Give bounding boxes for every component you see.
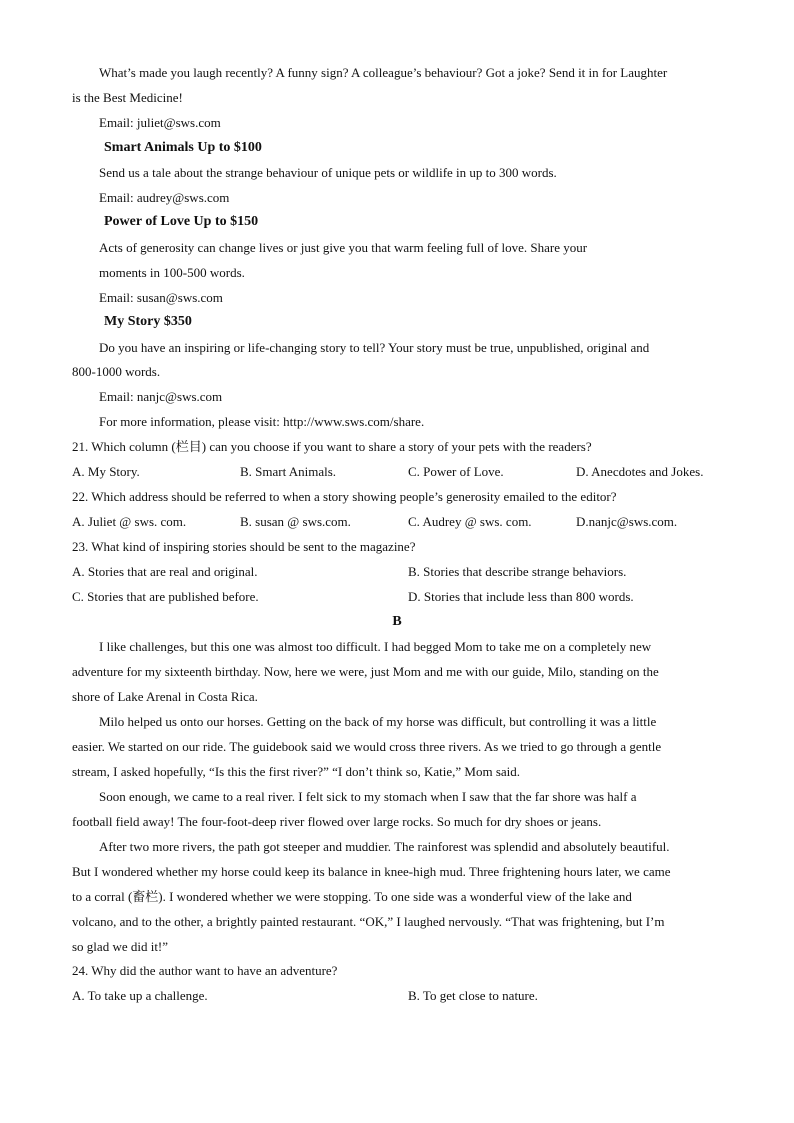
intro-line-1: What’s made you laugh recently? A funny sign? A colleague’s behaviour? Got a joke? Send it in for Laughter: [99, 65, 668, 80]
q23-option-b: B. Stories that describe strange behaviors.: [408, 564, 627, 579]
question-24: 24. Why did the author want to have an adventure?: [72, 963, 338, 978]
passage-b-p4-line-1: After two more rivers, the path got steeper and muddier. The rainforest was splendid and absolutely beautiful.: [99, 839, 670, 854]
q22-option-c: C. Audrey @ sws. com.: [408, 514, 532, 529]
passage-b-p1-line-2: adventure for my sixteenth birthday. Now, here we were, just Mom and me with our guide, Milo, standing on the: [72, 664, 659, 679]
intro-email: Email: juliet@sws.com: [99, 115, 221, 130]
q22-option-a: A. Juliet @ sws. com.: [72, 514, 187, 529]
power-of-love-text-1: Acts of generosity can change lives or just give you that warm feeling full of love. Share your: [99, 240, 588, 255]
q21-option-b: B. Smart Animals.: [240, 464, 337, 479]
passage-b-p1-line-3: shore of Lake Arenal in Costa Rica.: [72, 689, 258, 704]
power-of-love-heading: Power of Love Up to $150: [104, 214, 259, 229]
q24-option-b: B. To get close to nature.: [408, 988, 538, 1003]
passage-b-p2-line-1: Milo helped us onto our horses. Getting on the back of my horse was difficult, but controlling it was a little: [99, 714, 657, 729]
passage-b-p4-line-5: so glad we did it!”: [72, 939, 169, 954]
my-story-heading: My Story $350: [104, 314, 192, 329]
passage-b-p4-line-3: to a corral (畜栏). I wondered whether we were stopping. To one side was a wonderful view of the lake and: [72, 889, 632, 904]
q21-option-d: D. Anecdotes and Jokes.: [576, 464, 704, 479]
smart-animals-text: Send us a tale about the strange behaviour of unique pets or wildlife in up to 300 words.: [99, 165, 557, 180]
passage-b-p2-line-2: easier. We started on our ride. The guidebook said we would cross three rivers. As we tried to go through a gentle: [72, 739, 662, 754]
q23-option-d: D. Stories that include less than 800 words.: [408, 589, 634, 604]
passage-b-p3-line-2: football field away! The four-foot-deep river flowed over large rocks. So much for dry shoes or jeans.: [72, 814, 602, 829]
section-b-label: B: [392, 614, 402, 629]
q21-option-a: A. My Story.: [72, 464, 140, 479]
q21-option-c: C. Power of Love.: [408, 464, 504, 479]
intro-line-2: is the Best Medicine!: [72, 90, 183, 105]
smart-animals-email: Email: audrey@sws.com: [99, 190, 230, 205]
q23-option-c: C. Stories that are published before.: [72, 589, 259, 604]
passage-b-p4-line-4: volcano, and to the other, a brightly painted restaurant. “OK,” I laughed nervously. “That was frightening, but I’m: [72, 914, 665, 929]
my-story-email: Email: nanjc@sws.com: [99, 389, 223, 404]
smart-animals-heading: Smart Animals Up to $100: [104, 140, 262, 155]
passage-b-p2-line-3: stream, I asked hopefully, “Is this the first river?” “I don’t think so, Katie,” Mom said.: [72, 764, 521, 779]
my-story-text-2: 800-1000 words.: [72, 364, 161, 379]
more-info-line: For more information, please visit: http://www.sws.com/share.: [99, 414, 425, 429]
passage-b-p4-line-2: But I wondered whether my horse could keep its balance in knee-high mud. Three frightening hours later, we came: [72, 864, 671, 879]
my-story-text-1: Do you have an inspiring or life-changing story to tell? Your story must be true, unpublished, original and: [99, 340, 650, 355]
q24-option-a: A. To take up a challenge.: [72, 988, 208, 1003]
passage-b-p1-line-1: I like challenges, but this one was almost too difficult. I had begged Mom to take me on a completely new: [99, 639, 652, 654]
power-of-love-text-2: moments in 100-500 words.: [99, 265, 245, 280]
passage-b-p3-line-1: Soon enough, we came to a real river. I felt sick to my stomach when I saw that the far shore was half a: [99, 789, 637, 804]
question-22: 22. Which address should be referred to when a story showing people’s generosity emailed to the editor?: [72, 489, 617, 504]
q23-option-a: A. Stories that are real and original.: [72, 564, 258, 579]
q22-option-d: D.nanjc@sws.com.: [576, 514, 678, 529]
question-21: 21. Which column (栏目) can you choose if you want to share a story of your pets with the readers?: [72, 439, 592, 454]
q22-option-b: B. susan @ sws.com.: [240, 514, 351, 529]
question-23: 23. What kind of inspiring stories should be sent to the magazine?: [72, 539, 416, 554]
power-of-love-email: Email: susan@sws.com: [99, 290, 223, 305]
